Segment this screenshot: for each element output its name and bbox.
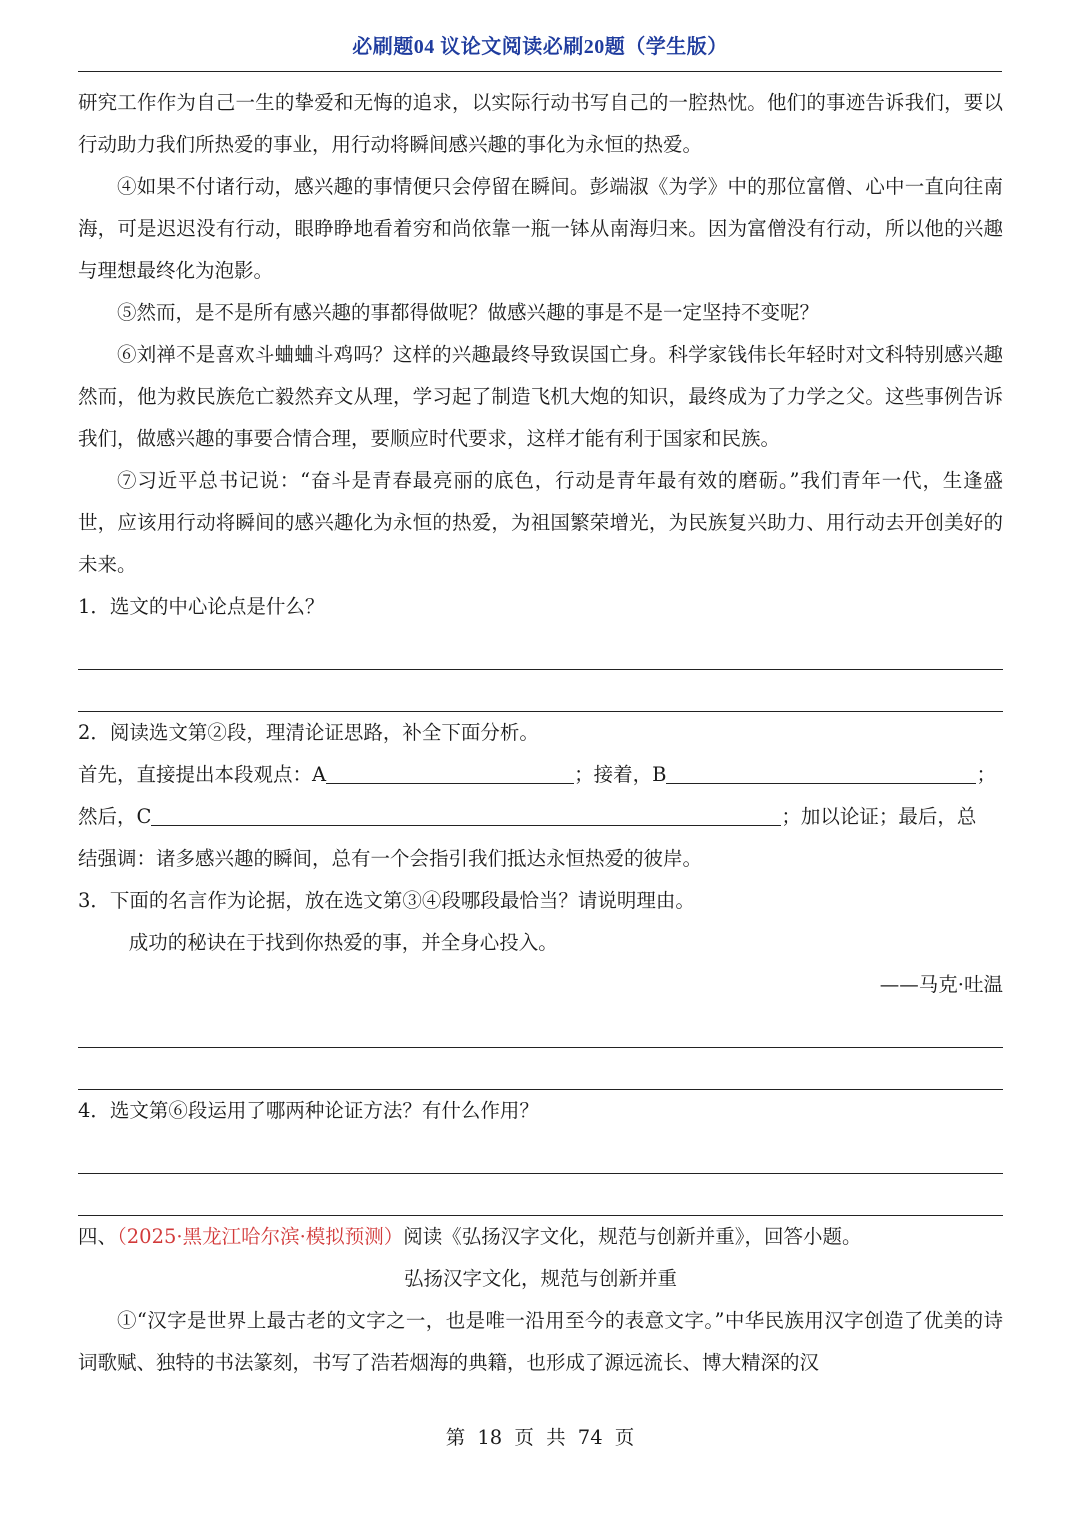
blank-a[interactable] [326, 759, 574, 784]
answer-line[interactable] [78, 1132, 1003, 1174]
header-divider [78, 71, 1002, 72]
question-4: 4．选文第⑥段运用了哪两种论证方法？有什么作用？ [78, 1099, 539, 1122]
section-4-intro [78, 1216, 1003, 1258]
article-paragraph-1: ①“汉字是世界上最古老的文字之一，也是唯一沿用至今的表意文字。”中华民族用汉字创造了优美的诗词歌赋、独特的书法篆刻，书写了浩若烟海的典籍，也形成了源远流长、博大精深的汉 [78, 1309, 1003, 1374]
blank-b[interactable] [666, 759, 976, 784]
section-source: （2025·黑龙江哈尔滨·模拟预测） [117, 1225, 404, 1248]
q2-text-a: 首先，直接提出本段观点：A [78, 763, 327, 786]
quote-author: ——马克·吐温 [879, 973, 1003, 996]
q2-text-e: ；加以论证；最后，总 [781, 805, 977, 828]
question-2: 2．阅读选文第②段，理清论证思路，补全下面分析。 [78, 721, 539, 744]
question-2-line-1 [78, 754, 1003, 796]
page-content [78, 82, 1003, 1384]
answer-line[interactable] [78, 1174, 1003, 1216]
q2-text-c: ； [976, 763, 996, 786]
paragraph-4: ④如果不付诸行动，感兴趣的事情便只会停留在瞬间。彭端淑《为学》中的那位富僧、心中一直向往南海，可是迟迟没有行动，眼睁睁地看着穷和尚依靠一瓶一钵从南海归来。因为富僧没有行动，所以他的兴趣与理想最终化为泡影。 [78, 175, 1003, 282]
page-header: 必刷题04 议论文阅读必刷20题（学生版） [352, 36, 728, 58]
page-number: 第 18 页 共 74 页 [445, 1426, 635, 1449]
question-2-line-3: 结强调：诸多感兴趣的瞬间，总有一个会指引我们抵达永恒热爱的彼岸。 [78, 847, 703, 870]
question-1: 1．选文的中心论点是什么？ [78, 595, 325, 618]
answer-line[interactable] [78, 1006, 1003, 1048]
paragraph-continued: 研究工作作为自己一生的挚爱和无悔的追求，以实际行动书写自己的一腔热忱。他们的事迹告诉我们，要以行动助力我们所热爱的事业，用行动将瞬间感兴趣的事化为永恒的热爱。 [78, 91, 1003, 156]
quote-text: 成功的秘诀在于找到你热爱的事，并全身心投入。 [128, 931, 558, 954]
answer-line[interactable] [78, 628, 1003, 670]
article-title: 弘扬汉字文化，规范与创新并重 [403, 1267, 677, 1290]
paragraph-5: ⑤然而，是不是所有感兴趣的事都得做呢？做感兴趣的事是不是一定坚持不变呢？ [117, 301, 820, 324]
blank-c[interactable] [151, 801, 781, 826]
q2-text-b: ；接着，B [574, 763, 667, 786]
paragraph-6: ⑥刘禅不是喜欢斗蛐蛐斗鸡吗？这样的兴趣最终导致误国亡身。科学家钱伟长年轻时对文科特别感兴趣然而，他为救民族危亡毅然弃文从理，学习起了制造飞机大炮的知识，最终成为了力学之父。这些事例告诉我们，做感兴趣的事要合情合理，要顺应时代要求，这样才能有利于国家和民族。 [78, 343, 1003, 450]
answer-line[interactable] [78, 1048, 1003, 1090]
q2-text-d: 然后，C [78, 805, 152, 828]
section-number: 四、 [78, 1225, 118, 1248]
question-2-line-2 [78, 796, 1003, 838]
answer-line[interactable] [78, 670, 1003, 712]
section-instruction: 阅读《弘扬汉字文化，规范与创新并重》，回答小题。 [403, 1225, 862, 1248]
question-3: 3．下面的名言作为论据，放在选文第③④段哪段最恰当？请说明理由。 [78, 889, 695, 912]
paragraph-7: ⑦习近平总书记说：“奋斗是青春最亮丽的底色，行动是青年最有效的磨砺。”我们青年一代，生逢盛世，应该用行动将瞬间的感兴趣化为永恒的热爱，为祖国繁荣增光，为民族复兴助力、用行动去开创美好的未来。 [78, 469, 1003, 576]
